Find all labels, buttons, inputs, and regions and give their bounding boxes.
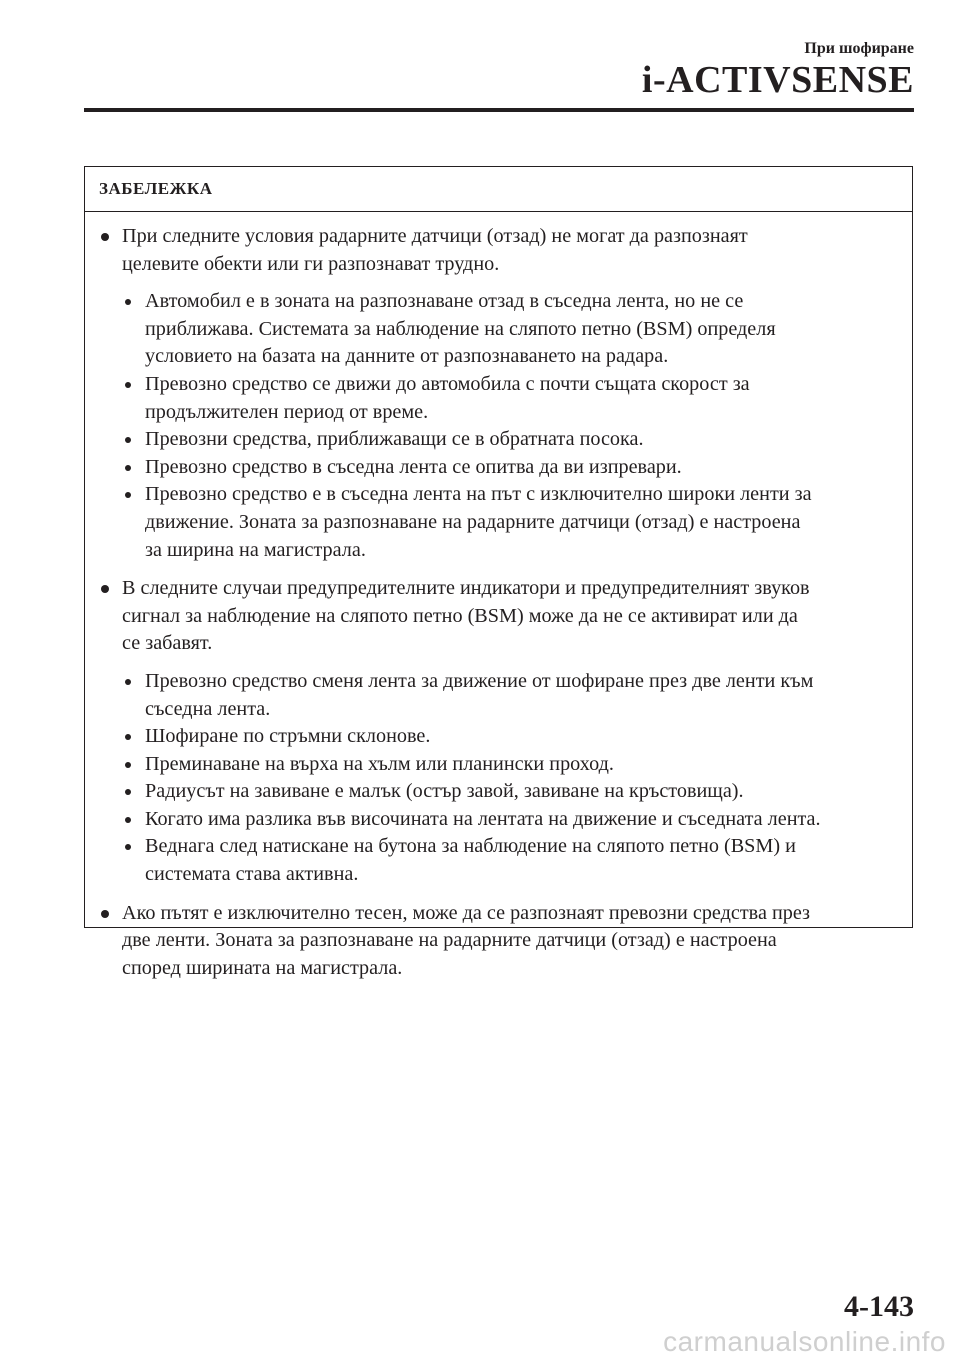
- list-item: [122, 288, 898, 371]
- list-item: [122, 454, 898, 482]
- list-item-text: Превозно средство сменя лента за движение от шофиране през две ленти към съседна лента.: [145, 669, 814, 720]
- note-box: [84, 166, 913, 979]
- chapter-title: i-ACTIVSENSE: [641, 59, 914, 101]
- list-item: [122, 371, 898, 426]
- sub-bullet-icon: [125, 679, 131, 685]
- sub-bullet-icon: [125, 844, 131, 850]
- list-item-text: Превозно средство е в съседна лента на път с изключително широки ленти за движение. Зоната за разпознаване на радарните датчици (отзад) е настроена за ширина на магистрала.: [145, 483, 812, 561]
- list-item-text: Веднага след натискане на бутона за наблюдение на сляпото петно (BSM) и системата става активна.: [145, 835, 796, 886]
- sub-bullet-icon: [125, 734, 131, 740]
- section-title: При шофиране: [804, 40, 914, 57]
- list-item: [122, 751, 898, 779]
- list-item-text: Радиусът на завиване е малък (остър завой, завиване на кръстовища).: [145, 780, 744, 803]
- list-item-text: Превозни средства, приближаващи се в обратната посока.: [145, 428, 644, 451]
- sub-bullet-icon: [125, 817, 131, 823]
- bullet-icon: [101, 585, 109, 593]
- sub-list: [122, 288, 898, 564]
- list-item: [122, 778, 898, 806]
- sub-bullet-icon: [125, 465, 131, 471]
- note-title: ЗАБЕЛЕЖКА: [85, 167, 912, 212]
- bullet-icon: [101, 233, 109, 241]
- note-point: [99, 900, 898, 983]
- list-item-text: Преминаване на върха на хълм или планински проход.: [145, 752, 614, 775]
- list-item: [122, 481, 898, 564]
- note-body: [85, 212, 912, 982]
- spacer: [99, 564, 898, 575]
- sub-bullet-icon: [125, 299, 131, 305]
- sub-bullet-icon: [125, 382, 131, 388]
- sub-bullet-icon: [125, 437, 131, 443]
- header-divider: [84, 108, 914, 112]
- note-point-text: При следните условия радарните датчици (отзад) не могат да разпознаят целевите обекти или ги разпознават трудно.: [122, 225, 748, 275]
- list-item-text: Превозно средство в съседна лента се опитва да ви изпревари.: [145, 455, 682, 478]
- note-point: [99, 575, 898, 889]
- watermark: carmanualsonline.info: [663, 1326, 946, 1357]
- list-item-text: Когато има разлика във височината на лентата на движение и съседната лента.: [145, 807, 821, 830]
- list-item: [122, 806, 898, 834]
- list-item-text: Превозно средство се движи до автомобила с почти същата скорост за продължителен период от време.: [145, 372, 750, 423]
- sub-bullet-icon: [125, 762, 131, 768]
- spacer: [99, 889, 898, 900]
- list-item-text: Автомобил е в зоната на разпознаване отзад в съседна лента, но не се приближава. Системата за наблюдение на сляпото петно (BSM) определя условието на базата на данните от разпознаването на радара.: [145, 290, 776, 368]
- note-point-text: Ако пътят е изключително тесен, може да се разпознаят превозни средства през две ленти. Зоната за разпознаване на радарните датчици (отзад) е настроена според ширината на магистрала.: [122, 901, 811, 979]
- list-item: [122, 668, 898, 723]
- sub-list: [122, 668, 898, 889]
- page-number: 4-143: [844, 1290, 914, 1323]
- list-item: [122, 833, 898, 888]
- sub-bullet-icon: [125, 492, 131, 498]
- sub-bullet-icon: [125, 789, 131, 795]
- note-point-text: В следните случаи предупредителните индикатори и предупредителният звуков сигнал за наблюдение на сляпото петно (BSM) може да не се активират или да се забавят.: [122, 577, 810, 655]
- list-item-text: Шофиране по стръмни склонове.: [145, 725, 431, 748]
- note-point: [99, 223, 898, 564]
- list-item: [122, 426, 898, 454]
- bullet-icon: [101, 910, 109, 918]
- list-item: [122, 723, 898, 751]
